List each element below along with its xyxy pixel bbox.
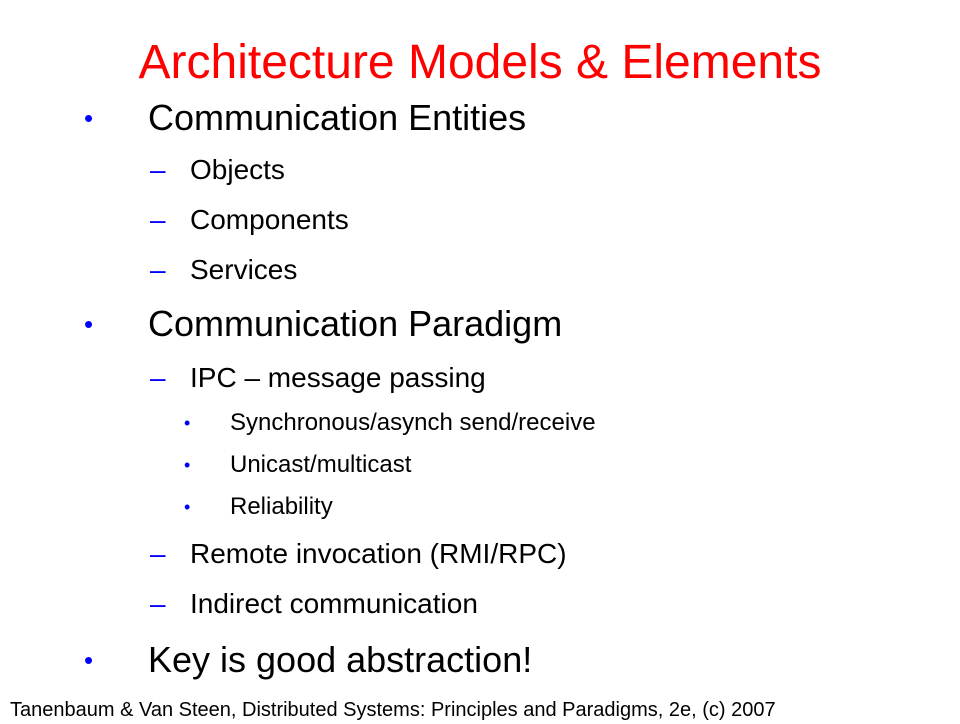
- subsubbullet-text: Reliability: [230, 493, 333, 520]
- bullet-marker: •: [84, 645, 94, 675]
- bullet-text: Key is good abstraction!: [148, 639, 533, 680]
- bullet-marker: •: [184, 497, 191, 517]
- dash-marker: –: [150, 154, 166, 185]
- subbullet-text: Objects: [190, 154, 285, 185]
- bullet-text: Communication Paradigm: [148, 303, 563, 344]
- dash-marker: –: [150, 254, 166, 285]
- bullet-marker: •: [84, 103, 94, 133]
- subbullet-text: Components: [190, 204, 349, 235]
- subsubbullet-text: Unicast/multicast: [230, 451, 412, 478]
- dash-marker: –: [150, 362, 166, 393]
- subsubbullet-text: Synchronous/asynch send/receive: [230, 409, 596, 436]
- slide-title: Architecture Models & Elements: [138, 36, 822, 89]
- bullet-marker: •: [184, 455, 191, 475]
- bullet-text: Communication Entities: [148, 97, 527, 138]
- bullet-marker: •: [84, 309, 94, 339]
- dash-marker: –: [150, 588, 166, 619]
- dash-marker: –: [150, 204, 166, 235]
- subbullet-text: IPC – message passing: [190, 362, 486, 393]
- subbullet-text: Remote invocation (RMI/RPC): [190, 538, 567, 569]
- subbullet-text: Services: [190, 254, 298, 285]
- slide-footer-citation: Tanenbaum & Van Steen, Distributed Systems: Principles and Paradigms, 2e, (c) 2007: [10, 699, 776, 721]
- bullet-marker: •: [184, 413, 191, 433]
- subbullet-text: Indirect communication: [190, 588, 478, 619]
- dash-marker: –: [150, 538, 166, 569]
